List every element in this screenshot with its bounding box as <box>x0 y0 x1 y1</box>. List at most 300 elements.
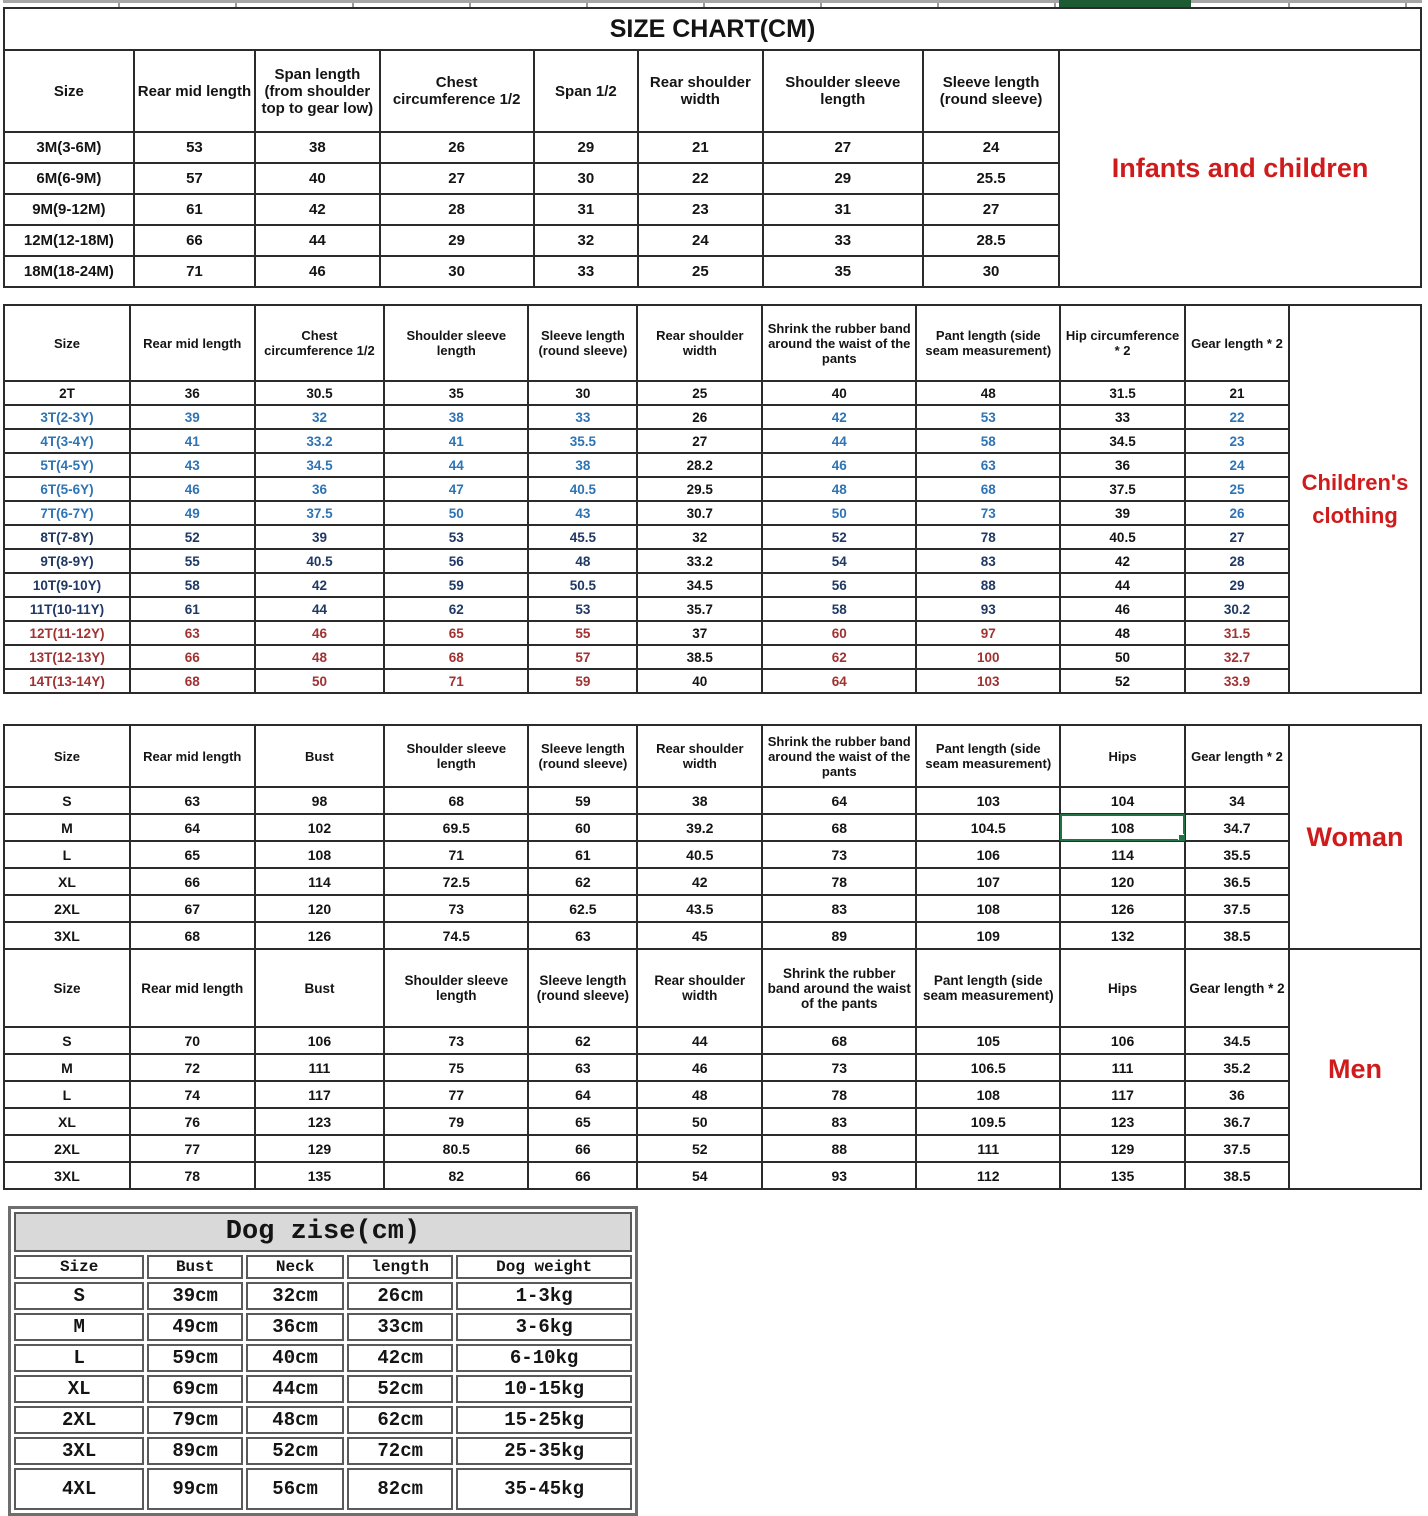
value-cell: 33 <box>528 405 637 429</box>
value-cell: 80.5 <box>384 1135 528 1162</box>
value-cell: 27 <box>763 132 923 163</box>
value-cell: 34.5 <box>637 573 762 597</box>
value-cell: 58 <box>916 429 1060 453</box>
size-cell: L <box>14 1344 144 1372</box>
value-cell: 54 <box>637 1162 762 1189</box>
value-cell: 73 <box>762 841 916 868</box>
value-cell: 114 <box>1060 841 1185 868</box>
table-row <box>4 814 1289 841</box>
value-cell: 117 <box>1060 1081 1185 1108</box>
size-cell: 2T <box>4 381 130 405</box>
dog-title-row <box>14 1212 632 1252</box>
value-cell: 56cm <box>246 1468 344 1510</box>
table-row <box>4 669 1289 693</box>
column-header: Gear length * 2 <box>1185 305 1289 381</box>
table-row <box>4 477 1289 501</box>
value-cell: 104 <box>1060 787 1185 814</box>
size-cell: 8T(7-8Y) <box>4 525 130 549</box>
value-cell: 31 <box>534 194 638 225</box>
value-cell: 102 <box>255 814 385 841</box>
dog-table-title: Dog zise(cm) <box>14 1212 632 1252</box>
value-cell: 27 <box>923 194 1059 225</box>
value-cell: 48 <box>1060 621 1185 645</box>
size-cell: M <box>4 1054 130 1081</box>
value-cell: 26cm <box>347 1282 453 1310</box>
value-cell: 37 <box>637 621 762 645</box>
value-cell: 93 <box>762 1162 916 1189</box>
table-row <box>4 132 1059 163</box>
table-row <box>14 1468 632 1510</box>
value-cell: 43 <box>528 501 637 525</box>
value-cell: 24 <box>638 225 763 256</box>
value-cell: 59 <box>384 573 528 597</box>
woman-label: Woman <box>1290 724 1422 950</box>
value-cell: 43.5 <box>637 895 762 922</box>
value-cell: 44 <box>255 597 385 621</box>
value-cell: 27 <box>637 429 762 453</box>
spacer <box>3 694 1422 724</box>
value-cell: 78 <box>916 525 1060 549</box>
value-cell: 83 <box>762 895 916 922</box>
infants-label: Infants and children <box>1060 49 1422 288</box>
value-cell: 117 <box>255 1081 385 1108</box>
value-cell: 33.2 <box>255 429 385 453</box>
header-row <box>4 949 1289 1027</box>
size-cell: 4XL <box>14 1468 144 1510</box>
size-cell: 11T(10-11Y) <box>4 597 130 621</box>
value-cell: 44 <box>384 453 528 477</box>
value-cell: 44cm <box>246 1375 344 1403</box>
value-cell: 25.5 <box>923 163 1059 194</box>
size-cell: 6M(6-9M) <box>4 163 134 194</box>
value-cell: 32 <box>255 405 385 429</box>
value-cell: 29 <box>1185 573 1289 597</box>
value-cell: 104.5 <box>916 814 1060 841</box>
value-cell: 55 <box>130 549 255 573</box>
value-cell: 34.5 <box>255 453 385 477</box>
size-cell: L <box>4 841 130 868</box>
value-cell: 42 <box>1060 549 1185 573</box>
value-cell: 34.7 <box>1185 814 1289 841</box>
value-cell: 36cm <box>246 1313 344 1341</box>
header-row <box>4 50 1059 132</box>
column-header: Size <box>14 1255 144 1279</box>
value-cell: 78 <box>762 868 916 895</box>
value-cell: 42cm <box>347 1344 453 1372</box>
value-cell: 36 <box>130 381 255 405</box>
value-cell: 78 <box>130 1162 255 1189</box>
size-cell: XL <box>14 1375 144 1403</box>
dog-table <box>8 1206 638 1516</box>
value-cell: 30 <box>923 256 1059 287</box>
value-cell: 106 <box>1060 1027 1185 1054</box>
infants-section <box>3 7 1422 288</box>
value-cell: 74 <box>130 1081 255 1108</box>
value-cell: 44 <box>762 429 916 453</box>
value-cell: 28 <box>1185 549 1289 573</box>
value-cell: 23 <box>638 194 763 225</box>
column-header: Shoulder sleeve length <box>384 725 528 787</box>
value-cell: 111 <box>1060 1054 1185 1081</box>
value-cell: 68 <box>130 669 255 693</box>
value-cell: 70 <box>130 1027 255 1054</box>
value-cell: 44 <box>255 225 380 256</box>
value-cell: 32cm <box>246 1282 344 1310</box>
value-cell: 48 <box>916 381 1060 405</box>
value-cell: 32 <box>534 225 638 256</box>
value-cell: 50 <box>384 501 528 525</box>
value-cell: 28.5 <box>923 225 1059 256</box>
column-header: Rear shoulder width <box>637 949 762 1027</box>
column-header: length <box>347 1255 453 1279</box>
value-cell: 30 <box>528 381 637 405</box>
woman-table <box>3 724 1290 950</box>
value-cell: 42 <box>255 194 380 225</box>
value-cell: 83 <box>762 1108 916 1135</box>
value-cell: 73 <box>384 1027 528 1054</box>
value-cell: 60 <box>762 621 916 645</box>
value-cell: 41 <box>130 429 255 453</box>
value-cell: 78 <box>762 1081 916 1108</box>
table-row <box>4 1081 1289 1108</box>
value-cell: 38.5 <box>1185 922 1289 949</box>
table-row <box>4 868 1289 895</box>
value-cell: 52cm <box>246 1437 344 1465</box>
value-cell: 39 <box>1060 501 1185 525</box>
column-header: Pant length (side seam measurement) <box>916 305 1060 381</box>
column-header: Bust <box>255 725 385 787</box>
value-cell: 36.7 <box>1185 1108 1289 1135</box>
value-cell: 65 <box>130 841 255 868</box>
value-cell: 52 <box>130 525 255 549</box>
value-cell: 54 <box>762 549 916 573</box>
value-cell: 40 <box>637 669 762 693</box>
value-cell: 46 <box>255 621 385 645</box>
size-cell: M <box>4 814 130 841</box>
value-cell: 37.5 <box>1185 895 1289 922</box>
header-row <box>4 725 1289 787</box>
table-row <box>4 841 1289 868</box>
table-row <box>4 549 1289 573</box>
value-cell: 68 <box>384 645 528 669</box>
table-row <box>4 429 1289 453</box>
value-cell: 82 <box>384 1162 528 1189</box>
table-row <box>4 1162 1289 1189</box>
value-cell: 38.5 <box>1185 1162 1289 1189</box>
value-cell: 64 <box>130 814 255 841</box>
value-cell: 111 <box>916 1135 1060 1162</box>
value-cell: 40.5 <box>255 549 385 573</box>
size-cell: 10T(9-10Y) <box>4 573 130 597</box>
value-cell: 35.5 <box>1185 841 1289 868</box>
value-cell: 66 <box>130 868 255 895</box>
value-cell: 50 <box>255 669 385 693</box>
value-cell: 68 <box>916 477 1060 501</box>
value-cell: 29.5 <box>637 477 762 501</box>
value-cell: 40cm <box>246 1344 344 1372</box>
column-header: Rear mid length <box>130 949 255 1027</box>
value-cell: 68 <box>762 1027 916 1054</box>
column-header: Shrink the rubber band around the waist of the pants <box>762 725 916 787</box>
size-cell: 5T(4-5Y) <box>4 453 130 477</box>
value-cell: 72cm <box>347 1437 453 1465</box>
size-cell: 6T(5-6Y) <box>4 477 130 501</box>
column-header: Span length (from shoulder top to gear low) <box>255 50 380 132</box>
value-cell: 46 <box>762 453 916 477</box>
value-cell: 27 <box>1185 525 1289 549</box>
table-row <box>14 1437 632 1465</box>
value-cell: 29 <box>763 163 923 194</box>
table-row <box>4 1135 1289 1162</box>
value-cell: 38 <box>528 453 637 477</box>
table-row <box>14 1344 632 1372</box>
size-cell: L <box>4 1081 130 1108</box>
value-cell: 48 <box>255 645 385 669</box>
column-header: Pant length (side seam measurement) <box>916 949 1060 1027</box>
value-cell: 50.5 <box>528 573 637 597</box>
value-cell: 62 <box>762 645 916 669</box>
value-cell: 62 <box>528 868 637 895</box>
value-cell: 57 <box>134 163 255 194</box>
size-cell: XL <box>4 1108 130 1135</box>
value-cell: 61 <box>134 194 255 225</box>
value-cell: 1-3kg <box>456 1282 632 1310</box>
value-cell: 15-25kg <box>456 1406 632 1434</box>
value-cell: 73 <box>916 501 1060 525</box>
value-cell: 39 <box>130 405 255 429</box>
value-cell: 79 <box>384 1108 528 1135</box>
column-header: Sleeve length (round sleeve) <box>923 50 1059 132</box>
value-cell: 28.2 <box>637 453 762 477</box>
value-cell: 129 <box>1060 1135 1185 1162</box>
column-header: Rear shoulder width <box>637 725 762 787</box>
value-cell: 30 <box>380 256 534 287</box>
value-cell: 126 <box>255 922 385 949</box>
column-header: Rear mid length <box>130 725 255 787</box>
column-header: Dog weight <box>456 1255 632 1279</box>
value-cell: 63 <box>528 922 637 949</box>
value-cell: 38.5 <box>637 645 762 669</box>
value-cell: 83 <box>916 549 1060 573</box>
value-cell: 32 <box>637 525 762 549</box>
value-cell: 53 <box>528 597 637 621</box>
value-cell: 62 <box>528 1027 637 1054</box>
table-row <box>4 597 1289 621</box>
value-cell: 30.7 <box>637 501 762 525</box>
size-cell: 12M(12-18M) <box>4 225 134 256</box>
value-cell: 52 <box>637 1135 762 1162</box>
column-header: Rear mid length <box>130 305 255 381</box>
value-cell: 29 <box>380 225 534 256</box>
value-cell: 82cm <box>347 1468 453 1510</box>
table-row <box>14 1313 632 1341</box>
value-cell: 77 <box>130 1135 255 1162</box>
value-cell: 33 <box>534 256 638 287</box>
size-cell: 18M(18-24M) <box>4 256 134 287</box>
column-header: Bust <box>147 1255 243 1279</box>
table-row <box>4 453 1289 477</box>
men-label: Men <box>1290 948 1422 1190</box>
value-cell: 98 <box>255 787 385 814</box>
value-cell: 33 <box>763 225 923 256</box>
value-cell: 62cm <box>347 1406 453 1434</box>
children-table <box>3 304 1290 694</box>
value-cell: 120 <box>1060 868 1185 895</box>
size-cell: S <box>4 787 130 814</box>
value-cell: 34.5 <box>1185 1027 1289 1054</box>
value-cell: 45.5 <box>528 525 637 549</box>
value-cell: 71 <box>384 841 528 868</box>
value-cell: 35.2 <box>1185 1054 1289 1081</box>
value-cell: 46 <box>255 256 380 287</box>
value-cell: 52 <box>1060 669 1185 693</box>
value-cell: 68 <box>762 814 916 841</box>
children-label: Children's clothing <box>1290 304 1422 694</box>
value-cell: 30.5 <box>255 381 385 405</box>
table-row <box>4 1054 1289 1081</box>
value-cell: 72.5 <box>384 868 528 895</box>
value-cell: 66 <box>528 1162 637 1189</box>
value-cell: 59 <box>528 787 637 814</box>
value-cell: 37.5 <box>1185 1135 1289 1162</box>
value-cell: 106.5 <box>916 1054 1060 1081</box>
value-cell: 93 <box>916 597 1060 621</box>
value-cell: 73 <box>384 895 528 922</box>
column-header: Size <box>4 949 130 1027</box>
value-cell: 132 <box>1060 922 1185 949</box>
table-row <box>4 256 1059 287</box>
value-cell: 27 <box>380 163 534 194</box>
value-cell: 39 <box>255 525 385 549</box>
value-cell: 111 <box>255 1054 385 1081</box>
table-row <box>4 621 1289 645</box>
column-header: Size <box>4 305 130 381</box>
value-cell: 89 <box>762 922 916 949</box>
value-cell: 105 <box>916 1027 1060 1054</box>
column-header: Size <box>4 50 134 132</box>
value-cell: 40 <box>255 163 380 194</box>
size-cell: 3T(2-3Y) <box>4 405 130 429</box>
table-row <box>14 1282 632 1310</box>
value-cell: 68 <box>130 922 255 949</box>
woman-section <box>3 724 1422 950</box>
size-cell: 14T(13-14Y) <box>4 669 130 693</box>
table-row <box>4 525 1289 549</box>
column-header: Sleeve length (round sleeve) <box>528 725 637 787</box>
size-cell: 13T(12-13Y) <box>4 645 130 669</box>
value-cell: 126 <box>1060 895 1185 922</box>
value-cell: 40 <box>762 381 916 405</box>
value-cell: 77 <box>384 1081 528 1108</box>
column-header: Hip circumference * 2 <box>1060 305 1185 381</box>
value-cell: 49cm <box>147 1313 243 1341</box>
value-cell: 100 <box>916 645 1060 669</box>
value-cell: 108 <box>1060 814 1185 841</box>
column-header: Pant length (side seam measurement) <box>916 725 1060 787</box>
value-cell: 37.5 <box>1060 477 1185 501</box>
value-cell: 69cm <box>147 1375 243 1403</box>
value-cell: 74.5 <box>384 922 528 949</box>
header-row <box>14 1255 632 1279</box>
table-row <box>4 405 1289 429</box>
value-cell: 37.5 <box>255 501 385 525</box>
value-cell: 48cm <box>246 1406 344 1434</box>
value-cell: 36 <box>255 477 385 501</box>
value-cell: 22 <box>638 163 763 194</box>
table-row <box>4 501 1289 525</box>
value-cell: 71 <box>134 256 255 287</box>
value-cell: 24 <box>923 132 1059 163</box>
column-header: Hips <box>1060 949 1185 1027</box>
value-cell: 73 <box>762 1054 916 1081</box>
value-cell: 44 <box>1060 573 1185 597</box>
value-cell: 53 <box>384 525 528 549</box>
value-cell: 40.5 <box>1060 525 1185 549</box>
size-cell: 7T(6-7Y) <box>4 501 130 525</box>
spacer <box>3 288 1422 304</box>
value-cell: 48 <box>762 477 916 501</box>
value-cell: 39.2 <box>637 814 762 841</box>
value-cell: 39cm <box>147 1282 243 1310</box>
value-cell: 35.5 <box>528 429 637 453</box>
value-cell: 68 <box>384 787 528 814</box>
value-cell: 33cm <box>347 1313 453 1341</box>
value-cell: 114 <box>255 868 385 895</box>
value-cell: 66 <box>528 1135 637 1162</box>
value-cell: 25-35kg <box>456 1437 632 1465</box>
value-cell: 56 <box>762 573 916 597</box>
spreadsheet-gridline-strip <box>3 0 1422 7</box>
value-cell: 22 <box>1185 405 1289 429</box>
value-cell: 46 <box>1060 597 1185 621</box>
table-row <box>4 163 1059 194</box>
value-cell: 26 <box>1185 501 1289 525</box>
value-cell: 71 <box>384 669 528 693</box>
value-cell: 67 <box>130 895 255 922</box>
value-cell: 24 <box>1185 453 1289 477</box>
value-cell: 75 <box>384 1054 528 1081</box>
table-row <box>4 573 1289 597</box>
table-row <box>4 1108 1289 1135</box>
value-cell: 33 <box>1060 405 1185 429</box>
value-cell: 107 <box>916 868 1060 895</box>
table-row <box>4 225 1059 256</box>
value-cell: 33.2 <box>637 549 762 573</box>
value-cell: 30 <box>534 163 638 194</box>
value-cell: 64 <box>762 787 916 814</box>
size-cell: 9M(9-12M) <box>4 194 134 225</box>
value-cell: 36 <box>1185 1081 1289 1108</box>
value-cell: 120 <box>255 895 385 922</box>
table-row <box>4 381 1289 405</box>
value-cell: 49 <box>130 501 255 525</box>
men-section <box>3 948 1422 1190</box>
value-cell: 135 <box>255 1162 385 1189</box>
value-cell: 57 <box>528 645 637 669</box>
column-header: Sleeve length (round sleeve) <box>528 305 637 381</box>
value-cell: 43 <box>130 453 255 477</box>
value-cell: 109 <box>916 922 1060 949</box>
column-header: Neck <box>246 1255 344 1279</box>
value-cell: 38 <box>255 132 380 163</box>
table-row <box>4 787 1289 814</box>
value-cell: 31.5 <box>1060 381 1185 405</box>
value-cell: 99cm <box>147 1468 243 1510</box>
men-table <box>3 948 1290 1190</box>
column-header: Chest circumference 1/2 <box>380 50 534 132</box>
value-cell: 129 <box>255 1135 385 1162</box>
value-cell: 42 <box>762 405 916 429</box>
